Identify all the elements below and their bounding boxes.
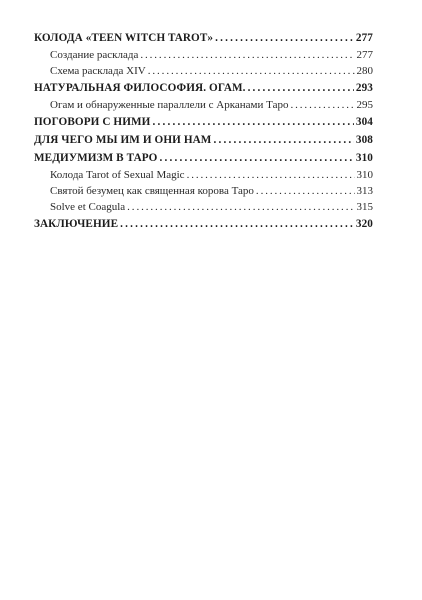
dot-leader <box>256 183 355 199</box>
dot-leader <box>187 167 355 183</box>
toc-entry-page: 308 <box>355 134 373 146</box>
toc-entry-page: 295 <box>356 99 373 111</box>
toc-entry-title: ЗАКЛЮЧЕНИЕ <box>34 218 119 230</box>
dot-leader <box>248 80 354 97</box>
toc-subentry-holy-fool <box>34 183 373 199</box>
toc-entry-title: Схема расклада XIV <box>50 65 146 77</box>
toc-entry-mediumism <box>34 150 373 167</box>
toc-entry-page: 277 <box>356 49 373 61</box>
dot-leader <box>213 132 353 149</box>
toc-entry-title: ДЛЯ ЧЕГО МЫ ИМ И ОНИ НАМ <box>34 134 212 146</box>
dot-leader <box>140 47 354 63</box>
toc-subentry-ogham-parallels <box>34 97 373 113</box>
toc-subentry-sexual-magic-deck <box>34 167 373 183</box>
toc-entry-page: 310 <box>356 169 373 181</box>
dot-leader <box>290 97 354 113</box>
toc-entry-what-for <box>34 132 373 149</box>
toc-entry-conclusion <box>34 216 373 233</box>
table-of-contents <box>34 30 373 233</box>
toc-subentry-solve-et-coagula <box>34 199 373 215</box>
toc-entry-title: НАТУРАЛЬНАЯ ФИЛОСОФИЯ. ОГАМ. <box>34 82 246 94</box>
dot-leader <box>159 150 353 167</box>
toc-entry-title: Создание расклада <box>50 49 139 61</box>
toc-entry-page: 304 <box>355 116 373 128</box>
dot-leader <box>215 30 354 47</box>
dot-leader <box>127 199 354 215</box>
toc-subentry-spread-scheme <box>34 63 373 79</box>
dot-leader <box>120 216 354 233</box>
toc-entry-title: ПОГОВОРИ С НИМИ <box>34 116 151 128</box>
toc-entry-page: 315 <box>356 201 373 213</box>
toc-entry-title: КОЛОДА «TEEN WITCH TAROT» <box>34 32 214 44</box>
toc-entry-teen-witch-tarot <box>34 30 373 47</box>
toc-entry-page: 310 <box>355 152 373 164</box>
toc-entry-page: 320 <box>355 218 373 230</box>
toc-entry-title: Святой безумец как священная корова Таро <box>50 185 254 197</box>
toc-entry-page: 280 <box>356 65 373 77</box>
toc-entry-talk-to-them <box>34 114 373 131</box>
dot-leader <box>152 114 353 131</box>
toc-entry-natural-philosophy <box>34 80 373 97</box>
toc-entry-page: 293 <box>355 82 373 94</box>
toc-entry-page: 277 <box>355 32 373 44</box>
toc-entry-page: 313 <box>356 185 373 197</box>
toc-subentry-spread-creation <box>34 47 373 63</box>
toc-entry-title: Огам и обнаруженные параллели с Арканами Таро <box>50 99 289 111</box>
toc-entry-title: Колода Tarot of Sexual Magic <box>50 169 185 181</box>
dot-leader <box>148 63 355 79</box>
toc-entry-title: Solve et Coagula <box>50 201 126 213</box>
toc-entry-title: МЕДИУМИЗМ В ТАРО <box>34 152 158 164</box>
